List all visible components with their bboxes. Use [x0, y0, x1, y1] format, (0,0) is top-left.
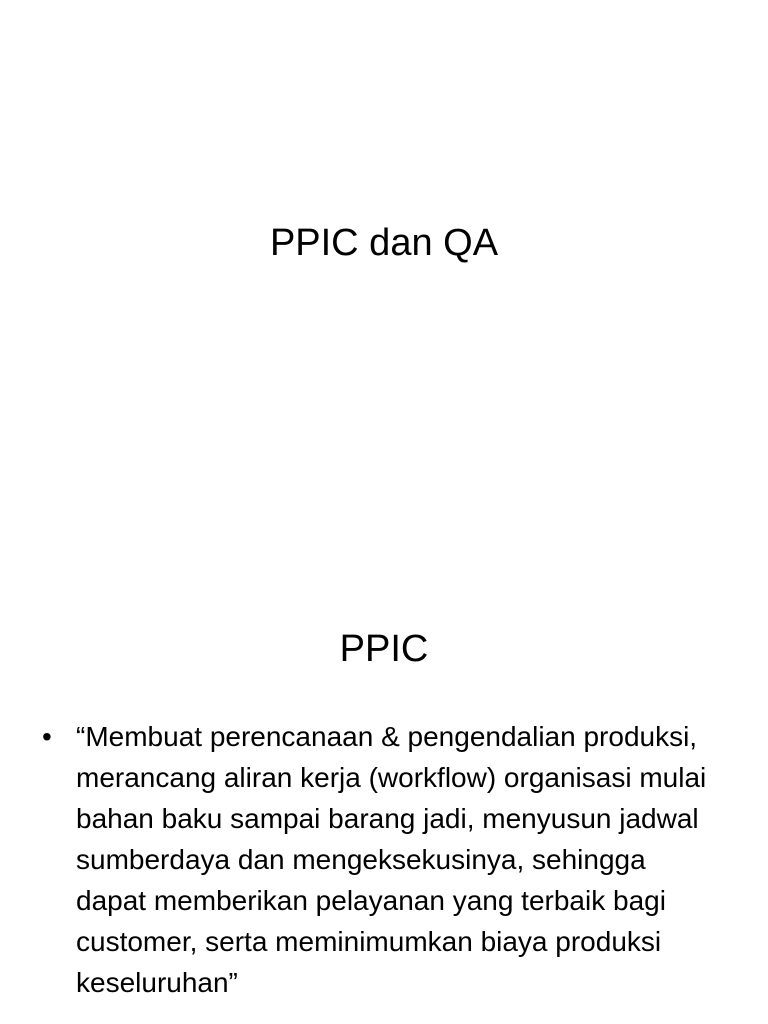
section-title: PPIC	[339, 628, 429, 670]
bullet-item	[40, 716, 720, 1003]
content-slide	[0, 576, 768, 1024]
bullet-list	[40, 716, 720, 1003]
bullet-text: “Membuat perencanaan & pengendalian produksi, merancang aliran kerja (workflow) organisasi mulai bahan baku sampai barang jadi, menyusun jadwal sumberdaya dan mengeksekusinya, sehingga dapat memberikan pelayanan yang terbaik bagi customer, serta meminimumkan biaya produksi keseluruhan”	[76, 721, 707, 998]
bullet-icon: •	[42, 721, 52, 752]
slide-title: PPIC dan QA	[269, 222, 499, 264]
